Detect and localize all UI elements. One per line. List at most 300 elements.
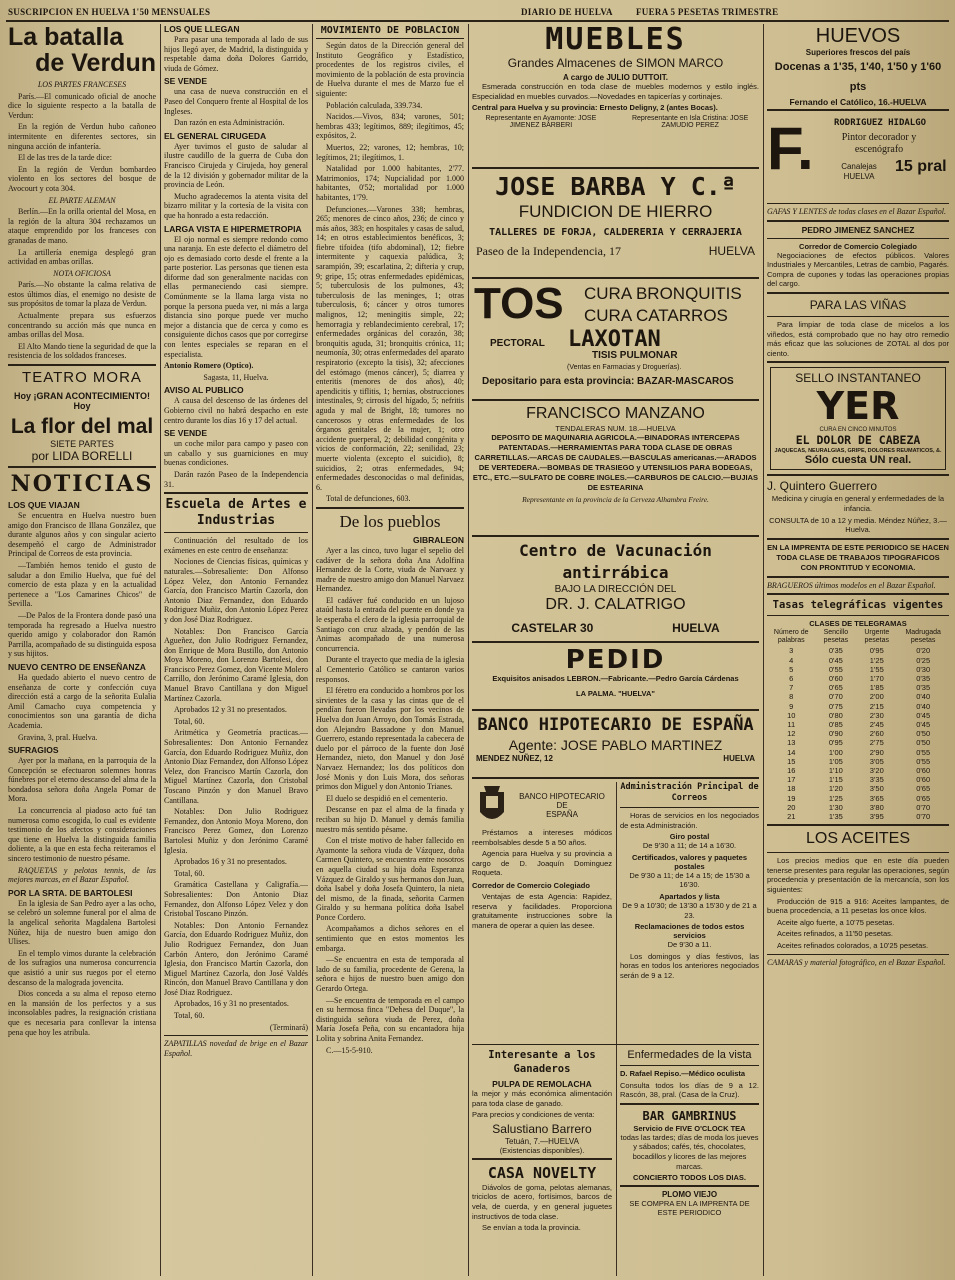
table-row xyxy=(767,646,949,655)
paragraph: Mucho agradecemos la atenta visita del bizarro militar y la cortesía de la visita con que ha honrado a esta redacción. xyxy=(164,191,308,220)
table-row xyxy=(767,766,949,775)
paragraph: Descanse en paz el alma de la finada y reciban su hijo D. Manuel y demás familia nuestro más sentido pésame. xyxy=(316,805,464,834)
table-cell: 1'00 xyxy=(828,747,843,757)
paragraph: El cadáver fué conducido en un lujoso ataúd hasta la entrada del puente en donde ya le esperaba el clero de la iglesia parroquial de Santiago con cruz alzada, y pendón de las Animas acompañado de una numerosa concurrencia. xyxy=(316,595,464,653)
paragraph: La artillería enemiga desplegó gran actividad en ambas orillas. xyxy=(8,247,156,267)
ad-doctor: DR. J. CALATRIGO xyxy=(545,596,686,613)
table-cell: 19 xyxy=(787,793,796,803)
table-cell: 9 xyxy=(789,701,794,711)
ad-line: Depositario para esta provincia: BAZAR-MASCAROS xyxy=(482,376,734,387)
table-row xyxy=(767,748,949,757)
news-heading: AVISO AL PUBLICO xyxy=(164,385,244,396)
classified-ad: CAMARAS y material fotográfico, en el Bazar Español. xyxy=(767,957,946,967)
table-cell: 3'20 xyxy=(869,765,884,775)
paragraph: Para pasar una temporada al lado de sus hijos llegó ayer, de Madrid, la distinguida y respetable dama doña Dolores Garrido, viuda de Gómez. xyxy=(164,35,308,73)
paragraph: Notables: Don Antonio Fernandez García, don Eduardo Rodriguez Muñiz, don Julio Rodriguez Fernandez, don Juan Carbón Antero, don Jerónimo Caramé Iglesia, don Francisco Martín Cazorla, don Miguel Martínez Cazorla, don José Valdés Rincón, don Manuel Bravo Cantillana y don José Diaz Rodriguez. xyxy=(164,920,308,997)
paragraph: Ayer tuvimos el gusto de saludar al ilustre caudillo de la guerra de Cuba don Francisco Cirujeda y Cirujeda, hoy general de la 12 división y gobernador militar de la provincia de León. xyxy=(164,141,308,190)
paragraph: En la iglesia de San Pedro ayer a las ocho, se celebró un solemne funeral por el alma de la angelical señorita Magdalena Bartolesi Núñez, hija de nuestro buen amigo don Ulises. xyxy=(8,898,156,947)
section-title-poblacion: MOVIMIENTO DE POBLACION xyxy=(316,24,464,39)
ad-line: Pintor decorador y escenógrafo xyxy=(841,132,917,155)
paragraph: Acompañamos a dichos señores en el sentimiento que en estos momentos les embarga. xyxy=(316,924,464,953)
table-cell: 12 xyxy=(787,729,796,739)
section-title-pueblos: De los pueblos xyxy=(339,511,441,531)
article-title-line1: La batalla xyxy=(8,24,124,51)
table-cell: 2'45 xyxy=(869,719,884,729)
table-cell: 16 xyxy=(787,765,796,775)
table-cell: 15 xyxy=(787,756,796,766)
paragraph: —Se encuentra en esta de temporada al lado de su familia, procedente de Gerena, la señora e hijos de nuestro buen amigo don Gerardo Ortega. xyxy=(316,955,464,994)
table-cell: 3 xyxy=(789,646,794,656)
table-cell: 0'45 xyxy=(828,655,843,665)
coat-of-arms-icon xyxy=(472,782,512,828)
table-cell: 0'95 xyxy=(828,738,843,748)
paragraph: Ayer por la mañana, en la parroquia de la Concepción se efectuaron solemnes honras fúnebres por el eterno descanso del alma de la bondadosa señora doña Angela Pomar de Mora. xyxy=(8,756,156,804)
table-cell: 2'15 xyxy=(869,701,884,711)
table-cell: 0'45 xyxy=(916,719,931,729)
ad-line: Docenas a 1'35, 1'40, 1'50 y 1'60 pts xyxy=(774,61,942,93)
table-cell: 3'35 xyxy=(869,775,884,785)
paragraph: El de las tres de la tarde dice: xyxy=(18,153,112,163)
paragraph: El Alto Mando tiene la seguridad de que la resistencia de los soldados franceses. xyxy=(8,341,156,361)
table-row xyxy=(767,665,949,674)
table-cell: 21 xyxy=(787,811,796,821)
ad-text: De 9'30 a 11. xyxy=(667,940,712,950)
ad-text: Horas de servicios en los negociados de esta Administración. xyxy=(620,811,759,830)
to-be-continued: (Terminará) xyxy=(269,1022,308,1032)
film-title: La flor del mal xyxy=(10,415,154,439)
ad-line: CURA CATARROS xyxy=(584,306,728,325)
ad-text: EN LA IMPRENTA DE ESTE PERIODICO SE HACEN TODA CLASE DE TRABAJOS TIPOGRAFICOS CON PRONTITUD Y ECONOMIA. xyxy=(767,542,949,572)
ad-title: BANCO HIPOTECARIO DE ESPAÑA xyxy=(477,715,754,735)
film-parts: SIETE PARTES xyxy=(50,439,114,450)
ad-banco-detail xyxy=(472,782,612,932)
table-cell: 0'30 xyxy=(916,664,931,674)
table-body xyxy=(767,646,949,821)
paragraph: Gramática Castellana y Caligrafía.—Sobresalientes: Don Antonio Diaz Fernandez, don Alfonso López Velez y don Cristobal Toscano Pinzón. xyxy=(164,880,308,919)
table-cell: 0'35 xyxy=(916,683,931,693)
ad-text: Medicina y cirugía en general y enfermedades de la infancia. xyxy=(771,494,945,513)
column-3 xyxy=(316,24,464,1276)
ad-line: PECTORAL xyxy=(490,338,545,349)
ad-yer xyxy=(770,367,946,470)
column-4-ads xyxy=(472,24,759,1276)
paragraph: Aceites refinados colorados, a 10'25 pesetas. xyxy=(777,940,929,950)
ad-address: Tetuán, 7.—HUELVA xyxy=(505,1136,579,1146)
ad-name: Salustiano Barrero xyxy=(492,1121,592,1136)
ad-brand: YER xyxy=(816,384,900,429)
table-cell: 0'75 xyxy=(828,701,843,711)
ad-text: Para limpiar de toda clase de micelos a los viñedos, está comprobado que no hay otro remedio más eficaz que las soluciones de ZOTAL al dos por ciento. xyxy=(767,319,949,358)
subscription-outside: FUERA 5 PESETAS TRIMESTRE xyxy=(636,7,779,17)
ad-text: DEPOSITO DE MAQUINARIA AGRICOLA.—BINADORAS INTERCEPAS PATENTADAS.—HERRAMIENTAS PARA TODA CLASE DE OBRAS CARRETILLAS.—ARCAS DE CAUDALES.—BASCULAS americanas.—ARADOS DE VERTEDERA.—BOMBAS DE TRASIEGO y UTENSILIOS PARA BODEGAS, ETC., ETC.—SULFATO DE COBRE INGLES.—CARBUROS DE CALCIO.—BUJIAS DE ESTEARINA xyxy=(472,433,759,492)
ad-line: CURA EN CINCO MINUTOS xyxy=(819,427,897,434)
paragraph: A causa del descenso de las órdenes del Gobierno civil no habrá despacho en este centro durante los días 16 y 17 del actual. xyxy=(164,396,308,425)
ad-subtitle: Grandes Almacenes de SIMON MARCO xyxy=(507,56,724,70)
table-row xyxy=(767,812,949,821)
table-cell: 0'40 xyxy=(916,692,931,702)
film-actress: por LIDA BORELLI xyxy=(31,449,133,464)
paragraph: —También hemos tenido el gusto de saludar a don Emilio Huelva, que fué del comercio de esta plaza y en la actualidad pertenece a "Los Camarines Chicos" de Sevilla. xyxy=(8,561,156,609)
table-row xyxy=(767,729,949,738)
subheading: LOS PARTES FRANCESES xyxy=(37,80,127,89)
section-title-escuela: Escuela de Artes e Industrias xyxy=(165,497,307,529)
table-cell: 2'00 xyxy=(869,692,884,702)
table-row xyxy=(767,674,949,683)
paragraph: Los precios medios que en este día pueden tenerse presentes para regular las operaciones, según procedencia y presentación de la mercancía, son los siguientes: xyxy=(767,856,949,894)
table-cell: 2'60 xyxy=(869,729,884,739)
ad-address: Paseo de la Independencia, 17 xyxy=(476,244,621,258)
ad-city: HUELVA xyxy=(708,244,755,258)
paragraph: Durante el trayecto que media de la iglesia al Cementerio Católico se cantaron varios responsos. xyxy=(316,655,464,684)
ad-title: PEDRO JIMENEZ SANCHEZ xyxy=(801,224,915,235)
paragraph: Muertos, 22; varones, 12; hembras, 10; legítimos, 21; ilegítimos, 1. xyxy=(316,142,464,162)
table-cell: 2'90 xyxy=(869,747,884,757)
column-divider xyxy=(312,24,313,1276)
table-cell: 0'35 xyxy=(828,646,843,656)
paragraph: un coche milor para campo y paseo con un caballo y sus guarniciones en muy buenas condiciones. xyxy=(164,439,308,468)
table-cell: 1'30 xyxy=(828,802,843,812)
ad-title: CASA NOVELTY xyxy=(487,1163,597,1182)
ad-initial: F. xyxy=(767,115,814,182)
paragraph: Aritmética y Geometría practicas.—Sobresalientes: Don Antonio Fernandez García, don Eduardo Rodriguez Muñiz, don Antonio Diaz Fernandez, don Alfonso López Velez, don Francisco Martín Cazorla, don Miguel Martínez Cazorla, don Cristobal Toscano Pinzón y don Manuel Bravo Cantillana. xyxy=(164,728,308,805)
news-heading: POR LA SRTA. DE BARTOLESI xyxy=(8,887,133,898)
ad-text: Diávolos de goma, pelotas alemanas, triciclos de acero, fortísimos, barcos de vela, de cuerda, y en general juguetes instructivos de toda clase. xyxy=(472,1182,612,1221)
address: Sagasta, 11, Huelva. xyxy=(203,372,269,382)
classified-ad: ZAPATILLAS novedad de brige en el Bazar Español. xyxy=(164,1039,308,1058)
paragraph: Defunciones.—Varones 338; hembras, 265; menores de cinco años, 236; de cinco y más años, 383; en hospitales y casas de salud, 14; en otros establecimientos benéficos, 3; fiebre tifoidea (tifo abdominal), 12; fiebre intermitente y caquexia palúdica, 3; sarampión, 39; escarlatina, 2; difteria y crup, 9; gripe, 15; otras enfermedades epidémicas, 5; tuberculosis de los pulmones, 43; tuberculosis de las meninges, 1; otras tuberculosis, 6; cáncer y otros tumores malignos, 12; meningitis simple, 22; hemorragia y reblandecimiento cerebral, 17; enfermedades orgánicas del corazón, 38; bronquitis aguda, 31; bronquitis crónica, 11; neumonía, 30; otras enfermedades del aparato respiratorio (excepto la tisis), 32; afecciones del estómago (menos cáncer), 5; diarrea y enteritis (menores de dos años), 40; apendicitis y tiflitis, 1; hernias, obstrucciones intestinales, 9; cirrosis del hígado, 5; nefritis aguda y mal de Bright, 18; tumores no cancerosos y otras enfermedades de los órganos genitales de la mujer, 1; otro accidente puerperal, 2; debilidad congénita y vicios de conformación, 22; senilidad, 23; muerte violenta (excepto el suicidio), 8; suicidios, 2; otras enfermedades, 94; enfermedades desconocidas o mal definidas, 6. xyxy=(316,204,464,492)
ad-address: Canalejas HUELVA xyxy=(841,162,877,181)
ad-text: Para precios y condiciones de venta: xyxy=(472,1110,595,1120)
table-header-row xyxy=(767,628,949,646)
ad-title: BANCO HIPOTECARIO xyxy=(519,791,605,801)
ad-brand: LAXOTAN xyxy=(568,327,661,352)
table-cell: 3'80 xyxy=(869,802,884,812)
table-cell: 0'25 xyxy=(916,655,931,665)
section-title-tasas: Tasas telegráficas vigentes xyxy=(772,599,944,612)
ad-row-lower xyxy=(472,1044,759,1276)
ad-line: (Ventas en Farmacias y Droguerías). xyxy=(567,364,682,371)
table-cell: 0'60 xyxy=(916,765,931,775)
table-cell: 1'25 xyxy=(869,655,884,665)
table-cell: 3'95 xyxy=(869,811,884,821)
ad-heading: Certificados, valores y paquetes postales xyxy=(631,852,748,871)
column-5 xyxy=(767,24,949,1276)
paragraph: Total, 60. xyxy=(174,716,205,726)
news-heading: LARGA VISTA E HIPERMETROPIA xyxy=(164,223,302,234)
paragraph: Continuación del resultado de los exámenes en este centro de enseñanza: xyxy=(164,536,308,555)
ad-text: Se envían a toda la provincia. xyxy=(482,1223,581,1233)
table-cell: 1'10 xyxy=(828,765,843,775)
table-row xyxy=(767,702,949,711)
ad-name: RODRIGUEZ HIDALGO xyxy=(833,118,927,128)
ad-subtitle: FUNDICION DE HIERRO xyxy=(518,202,713,221)
ad-title: Interesante a los Ganaderos xyxy=(488,1049,596,1075)
ad-correos xyxy=(620,782,759,983)
paragraph: Población calculada, 339.734. xyxy=(326,100,423,110)
table-row xyxy=(767,720,949,729)
ad-address: MENDEZ NUÑEZ, 12 xyxy=(476,754,553,763)
ad-city: HUELVA xyxy=(723,754,755,763)
paragraph: Berlín.—En la orilla oriental del Mosa, en la región de la altura 304 rechazamos un ataque emprendido por los franceses con granadas de mano. xyxy=(8,207,156,245)
ad-line: SE COMPRA EN LA IMPRENTA DE ESTE PERIODICO xyxy=(629,1199,750,1218)
ad-text: Préstamos a intereses módicos reembolsables desde 5 a 50 años. xyxy=(472,828,612,847)
paragraph: Notables: Don Julio Rodriguez Fernandez, don Antonio Moya Moreno, don Francisco Perez Gomez, don Lorenzo Bartolesi Muñiz y don Jerónimo Caramé Iglesia. xyxy=(164,807,308,855)
column-1 xyxy=(8,24,156,1276)
ad-number: 15 pral xyxy=(895,158,947,175)
telegram-rates-table xyxy=(767,628,949,821)
section-title-aceites: LOS ACEITES xyxy=(805,830,911,848)
table-cell: 0'70 xyxy=(828,692,843,702)
table-cell: 0'60 xyxy=(828,673,843,683)
ad-text: Ventajas de esta Agencia: Rapidez, reserva y facilidades. Proporciona gratuitamente instrucciones sobre la manera de operar a quien las desee. xyxy=(472,891,612,930)
paragraph: En el templo vimos durante la celebración de los sufragios una numerosa concurrencia que asistió a unir sus ruegos por el eterno descanso de la malograda jovencita. xyxy=(8,948,156,987)
paragraph: Con el triste motivo de haber fallecido en Ayamonte la señora viuda de Vázquez, doña Carmen Quintero, se encuentra entre nosotros en aquella ciudad su hija doña Esperanza Vázquez de Giraldo y sus hermanos don Juan, doña Isabel y doña Josefa Quintero, la nieta del mismo, de la finada, señorita Carmen Giraldo y su hermana política doña Isabel Ponce Cordero. xyxy=(316,836,464,922)
table-cell: 0'95 xyxy=(869,646,884,656)
ad-title: PEDID xyxy=(565,645,666,675)
paragraph: RAQUETAS y pelotas tennis, de las mejores marcas, en el Bazar Español. xyxy=(8,865,156,885)
table-cell: 0'55 xyxy=(828,664,843,674)
table-cell: 14 xyxy=(787,747,796,757)
table-row xyxy=(767,683,949,692)
paragraph: Gravina, 3, pral. Huelva. xyxy=(18,732,98,742)
table-cell: 8 xyxy=(789,692,794,702)
paragraph: París.—El comunicado oficial de anoche dice lo siguiente respecto a la batalla de Verdun: xyxy=(8,91,156,120)
ad-text: la mejor y más económica alimentación para toda clase de ganado. xyxy=(472,1089,612,1108)
ad-price: Sólo cuesta UN real. xyxy=(804,454,912,467)
table-row xyxy=(767,794,949,803)
ad-city: HUELVA xyxy=(672,621,720,635)
paragraph: —De Palos de la Frontera donde pasó una temporada ha regresado a Huelva nuestro querido amigo y colaborador don Ramón Parrilla, acompañado de su distinguida esposa y sus hijitos. xyxy=(8,610,156,659)
table-cell: 0'50 xyxy=(916,738,931,748)
paragraph: Total, 60. xyxy=(174,868,205,878)
table-cell: 0'60 xyxy=(916,775,931,785)
table-cell: 0'55 xyxy=(916,747,931,757)
paragraph: El féretro era conducido a hombros por los sirvientes de la casa y las cintas que de el pendían fueron llevadas por los vecinos de Huelva don Juan Arroyo, don Tomás Estrada, don Alejandro Bassadone y don Manuel Guerrero, estando representada la cabecera de duelo por el párroco de la fuente don José Hernandez, nieto, don Manuel y don José Narvaez Hernandez; los dos políticos don José Monis y don Luis Mora, dos señoras primos don Miguel y don Antonio Trianes. xyxy=(316,686,464,792)
ad-title: HUEVOS xyxy=(815,25,901,47)
table-row xyxy=(767,775,949,784)
ad-text: Representante en Ayamonte: JOSE JIMENEZ BARBERI xyxy=(485,114,597,129)
column-divider xyxy=(160,24,161,1276)
table-row xyxy=(767,757,949,766)
table-cell: 10 xyxy=(787,710,796,720)
table-row xyxy=(767,656,949,665)
paragraph: Darán razón Paseo de la Independencia 31. xyxy=(164,469,308,489)
ad-line: A cargo de JULIO DUTTOIT. xyxy=(563,73,668,82)
ad-text: De 9'30 a 11; de 14 a 15; de 15'30 a 16'30. xyxy=(629,870,750,890)
ad-text: Central para Huelva y su provincia: Ernesto Deligny, 2 (antes Bocas). xyxy=(472,103,718,113)
ad-row-banco-correos xyxy=(472,782,759,1044)
ad-vista-gambrinus xyxy=(620,1048,759,1217)
news-heading: LOS QUE LLEGAN xyxy=(164,24,240,34)
ad-text: D. Rafael Repiso.—Médico oculista xyxy=(620,1069,746,1078)
table-cell: 1'25 xyxy=(828,793,843,803)
paragraph: El duelo se despidió en el cementerio. xyxy=(326,793,448,803)
ad-line: TISIS PULMONAR xyxy=(592,350,678,361)
table-cell: 0'70 xyxy=(916,811,931,821)
ad-line: TALLERES DE FORJA, CALDERERIA Y CERRAJERIA xyxy=(489,227,742,238)
paragraph: —Se encuentra de temporada en el campo en su hermosa finca "Dehesa del Duque", la distinguida señora viuda de Perez, doña María Josefa Peña, con su encantadora hija Lolita y sobrina Anita Fernandez. xyxy=(316,995,464,1043)
ad-agent: Agente: JOSE PABLO MARTINEZ xyxy=(508,737,723,753)
ad-line: EL DOLOR DE CABEZA xyxy=(795,433,921,448)
paragraph: Nacidos.—Vivos, 834; varones, 501; hembras 433; legítimos, 889; ilegítimos, 45; expósitos, 2. xyxy=(316,112,464,141)
ad-muebles xyxy=(472,24,759,164)
ad-lebron xyxy=(472,646,759,706)
paragraph: una casa de nueva construcción en el Paseo del Conquero frente al Hospital de los Ingleses. xyxy=(164,87,308,116)
table-cell: 1'05 xyxy=(828,756,843,766)
column-header: Número de palabras xyxy=(773,629,809,645)
paragraph: Actualmente prepara sus esfuerzos concentrando su acción más que nunca en ambas orillas del Mosa. xyxy=(8,311,156,340)
ad-line: JAQUECAS, NEURALGIAS, GRIPE, DOLORES REUMATICOS, &. xyxy=(774,448,942,455)
ad-text: Esmerada construcción en toda clase de muebles modernos y estilo inglés. Especialidad en muebles curvados.—Novedades en tapicerías y cortinajes. xyxy=(472,82,759,101)
table-cell: 0'85 xyxy=(828,719,843,729)
subheading: NOTA OFICIOSA xyxy=(53,268,111,278)
table-cell: 1'35 xyxy=(828,811,843,821)
news-heading: EL GENERAL CIRUGEDA xyxy=(164,130,267,141)
ad-heading: Reclamaciones de todos estos servicios xyxy=(634,922,745,941)
signature: Antonio Romero (Optico). xyxy=(164,361,254,371)
ad-barba xyxy=(472,172,759,274)
ad-text: todas las tardes; días de moda los jueves y sábados; cafés, tés, chocolates, bocadillos y licores de las mejores marcas. xyxy=(620,1132,759,1171)
column-divider xyxy=(763,24,764,1276)
table-cell: 3'65 xyxy=(869,793,884,803)
paragraph: El ojo normal es siempre redondo como una naranja. En este defecto el diámetro del ojo es demasiado corto desde el frente a la parte posterior. Las personas que tienen esta diforme dad son generalmente nacidas con ellas permaneciendo casi siempre. Comúnmente se la llama larga vista no porque la persona pueda ver, ni más a larga distancia sino porque puede ver mucho mejor a distancia que de cerca y como es consiguiente dichos casos que por corregirse con lentes especiales se reparan en el especialista. xyxy=(164,234,308,359)
table-cell: 0'50 xyxy=(916,729,931,739)
ad-address: CASTELAR 30 xyxy=(511,621,594,635)
article-title-line2: de Verdun xyxy=(35,49,156,77)
ad-text: Representante en la provincia de la Cerveza Alhambra Freire. xyxy=(522,495,709,504)
table-cell: 0'65 xyxy=(916,793,931,803)
ad-title: Centro de Vacunación antirrábica xyxy=(519,541,712,582)
news-heading: SUFRAGIOS xyxy=(8,745,59,756)
table-cell: 0'90 xyxy=(828,729,843,739)
paragraph: La concurrencia al piadoso acto fué tan numerosa como escogida, lo cual es evidente testimonio de los afectos y consideraciones que tiene en Huelva la distinguida familia doliente, a la que en esta fecha reiteramos el sincero testimonio de nuestro pésame. xyxy=(8,806,156,864)
table-title: CLASES DE TELEGRAMAS xyxy=(809,619,907,629)
ad-line: (Existencias disponibles). xyxy=(499,1145,585,1155)
ad-huevos xyxy=(767,24,949,106)
table-cell: 18 xyxy=(787,784,796,794)
ad-title: Enfermedades de la vista xyxy=(627,1049,752,1061)
theatre-title: TEATRO MORA xyxy=(22,369,142,387)
table-row xyxy=(767,738,949,747)
ad-line: Superiores frescos del país xyxy=(805,48,911,57)
table-cell: 4 xyxy=(789,655,794,665)
section-title-noticias: NOTICIAS xyxy=(10,471,154,498)
masthead-strip xyxy=(6,4,949,22)
subheading: EL PARTE ALEMAN xyxy=(48,195,116,205)
ad-title: FRANCISCO MANZANO xyxy=(526,405,705,422)
ad-title: BAR GAMBRINUS xyxy=(642,1108,737,1123)
ad-text: De 9'30 a 11; de 14 a 16'30. xyxy=(642,841,737,851)
table-cell: 0'35 xyxy=(916,673,931,683)
paragraph: Producción de 915 a 916: Aceites lampantes, de buena procedencia, a 11 pesetas los once kilos. xyxy=(767,896,949,916)
column-header: Sencillo pesetas xyxy=(823,629,849,645)
paragraph: Se encuentra en Huelva nuestro buen amigo don Francisco de Illana González, que durante algunos años y con singular acierto desempeñó el cargo de Administrador Principal de Correos de esta provincia. xyxy=(8,511,156,559)
ad-line: PULPA DE REMOLACHA xyxy=(492,1079,592,1089)
ad-ganaderos-novelty xyxy=(472,1048,612,1235)
paragraph: C.—15-5-910. xyxy=(326,1045,373,1055)
paragraph: Total, 60. xyxy=(174,1011,205,1021)
ad-title: MUEBLES xyxy=(545,24,686,57)
paragraph: Nociones de Ciencias físicas, químicas y naturales.—Sobresaliente: Don Alfonso López Velez, don Antonio Fernandez García, don Francisco Martín Cazorla, don Antonio Diaz Fernandez, don Eduardo Rodriguez Muñiz, don Antonio López Perez y don José Diaz Rodriguez. xyxy=(164,557,308,624)
ad-line: LA PALMA. "HUELVA" xyxy=(576,689,655,698)
ad-manzano xyxy=(472,404,759,532)
news-heading: SE VENDE xyxy=(164,76,207,87)
ad-address: Fernando el Católico, 16.-HUELVA xyxy=(789,97,927,107)
table-cell: 1'55 xyxy=(869,664,884,674)
paragraph: Total de defunciones, 603. xyxy=(326,494,411,504)
table-cell: 20 xyxy=(787,802,796,812)
subscription-huelva: SUSCRIPCION EN HUELVA 1'50 MENSUALES xyxy=(8,7,211,17)
paragraph: En la región de Verdun hubo cañoneo intermitente en diferentes sectores, sin ninguna acción de infantería. xyxy=(8,122,156,151)
table-cell: 13 xyxy=(787,738,796,748)
ad-title: PARA LAS VIÑAS xyxy=(809,297,907,312)
table-cell: 1'85 xyxy=(869,683,884,693)
table-cell: 5 xyxy=(789,664,794,674)
table-cell: 7 xyxy=(789,683,794,693)
news-heading: LOS QUE VIAJAN xyxy=(8,500,80,511)
table-cell: 11 xyxy=(787,719,796,729)
paragraph: Natalidad por 1.000 habitantes, 2'77. Matrimonios, 174; Nupcialidad por 1.000 habitantes, 0'52; mortalidad por 1.000 habitantes, 1'79. xyxy=(316,164,464,202)
ad-heading: Apartados y lista xyxy=(659,891,720,901)
table-cell: 3'50 xyxy=(869,784,884,794)
table-cell: 2'30 xyxy=(869,710,884,720)
table-cell: 6 xyxy=(789,673,794,683)
ad-text: CONSULTA de 10 a 12 y media. Méndez Núñez, 3.—Huelva. xyxy=(769,515,947,535)
paragraph: Aceite algo fuerte, a 10'75 pesetas. xyxy=(777,917,895,927)
paragraph: París.—No obstante la calma relativa de estos últimos días, el enemigo no desiste de sus propósitos de tomar la plaza de Verdun. xyxy=(8,280,156,309)
column-2 xyxy=(164,24,308,1276)
table-cell: 0'65 xyxy=(916,784,931,794)
ad-line: Corredor de Comercio Colegiado xyxy=(799,241,917,251)
table-cell: 1'70 xyxy=(869,673,884,683)
paragraph: Dios conceda a su alma el reposo eterno en la mansión de los perfectos y a sus inconsolables padres, la resignación cristiana que es necesaria para conllevar la intensa pena que hoy les atribula. xyxy=(8,989,156,1037)
table-cell: 0'45 xyxy=(916,710,931,720)
ad-text: De 9 a 10'30; de 13'30 a 15'30 y de 21 a 23. xyxy=(622,900,757,920)
table-row xyxy=(767,692,949,701)
table-row xyxy=(767,711,949,720)
paragraph: En la región de Verdun bombardeo violento en los sectores del bosque de Avocourt y cota 304. xyxy=(8,164,156,193)
paragraph: Ha quedado abierto el nuevo centro de enseñanza de corte y confección cuya dirección está a cargo de la señorita Eulalia Amil Camacho cuya competencia y conocimientos son una garantía de dicha Academia. xyxy=(8,672,156,730)
ad-heading: Corredor de Comercio Colegiado xyxy=(472,880,590,890)
ad-title: JOSE BARBA Y C.ª xyxy=(495,172,736,201)
table-row xyxy=(767,784,949,793)
table-cell: 0'70 xyxy=(916,802,931,812)
paragraph: Aprobados 12 y 31 no presentados. xyxy=(174,705,287,715)
ad-text: Consulta todos los días de 9 a 12. Rascón, 38, pral. (Casa de la Cruz). xyxy=(620,1080,759,1100)
ad-rodriguez xyxy=(767,114,949,200)
theatre-announcement: Hoy ¡GRAN ACONTECIMIENTO! Hoy xyxy=(14,391,150,412)
ad-laxotan xyxy=(472,279,759,396)
table-cell: 0'40 xyxy=(916,701,931,711)
ad-line: CURA BRONQUITIS xyxy=(584,284,742,303)
newspaper-name: DIARIO DE HUELVA xyxy=(521,7,613,17)
table-cell: 0'20 xyxy=(916,646,931,656)
ad-banco-header xyxy=(472,714,759,774)
table-cell: 1'20 xyxy=(828,784,843,794)
table-cell: 0'80 xyxy=(828,710,843,720)
ad-line: BAJO LA DIRECCIÓN DEL xyxy=(554,584,677,595)
table-cell: 0'65 xyxy=(828,683,843,693)
ad-line: SELLO INSTANTANEO xyxy=(795,371,921,386)
table-cell: 2'75 xyxy=(869,738,884,748)
news-heading: SE VENDE xyxy=(164,428,207,439)
ad-text: Negociaciones de efectos públicos. Valores Industriales y Mercantiles, Letras de cambio, Pagarés. Compra de cupones y todas las operaciones propias del cargo. xyxy=(767,250,949,289)
ad-line: CONCIERTO TODOS LOS DIAS. xyxy=(632,1173,747,1183)
ad-text: Representante en Isla Cristina: JOSE ZAMUDIO PEREZ xyxy=(631,114,749,129)
ad-line: TENDALERAS NUM. 18.—HUELVA xyxy=(555,424,676,433)
ad-title: TOS xyxy=(474,279,564,328)
ad-text: Agencia para Huelva y su provincia a cargo de D. Joaquín Dominguez Roqueta. xyxy=(472,849,612,878)
